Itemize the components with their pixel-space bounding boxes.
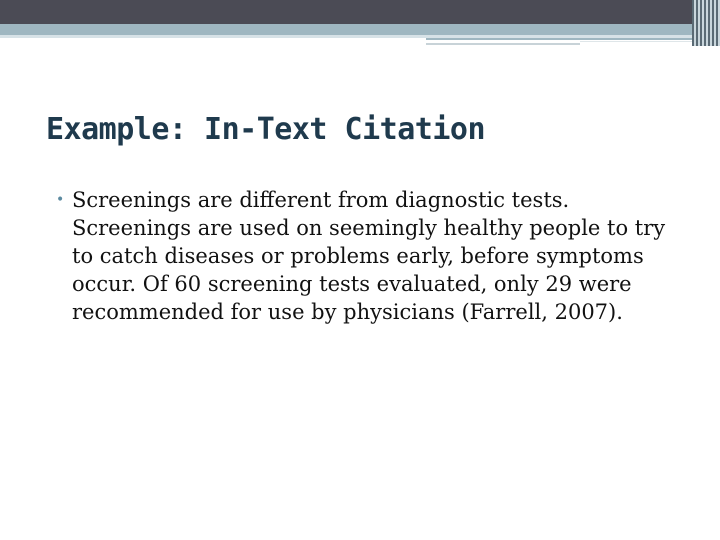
bullet-list [52, 186, 692, 326]
bullet-text: Screenings are different from diagnostic tests. Screenings are used on seemingly healthy people to try to catch diseases or problems early, before symptoms occur. Of 60 screening tests evaluated, only 29 were recommended for use by physicians (Farrell, 2007). [72, 188, 666, 324]
header-corner-stripes [692, 0, 720, 46]
header-thin-stripe [580, 41, 692, 42]
bullet-icon: • [56, 192, 65, 208]
header-band [0, 0, 720, 24]
slide-title: Example: In-Text Citation [46, 112, 486, 147]
header-grey-stripe [426, 43, 580, 45]
header-accent-stripe [0, 24, 692, 35]
header-short-stripe [426, 38, 692, 40]
bullet-item [52, 186, 692, 326]
